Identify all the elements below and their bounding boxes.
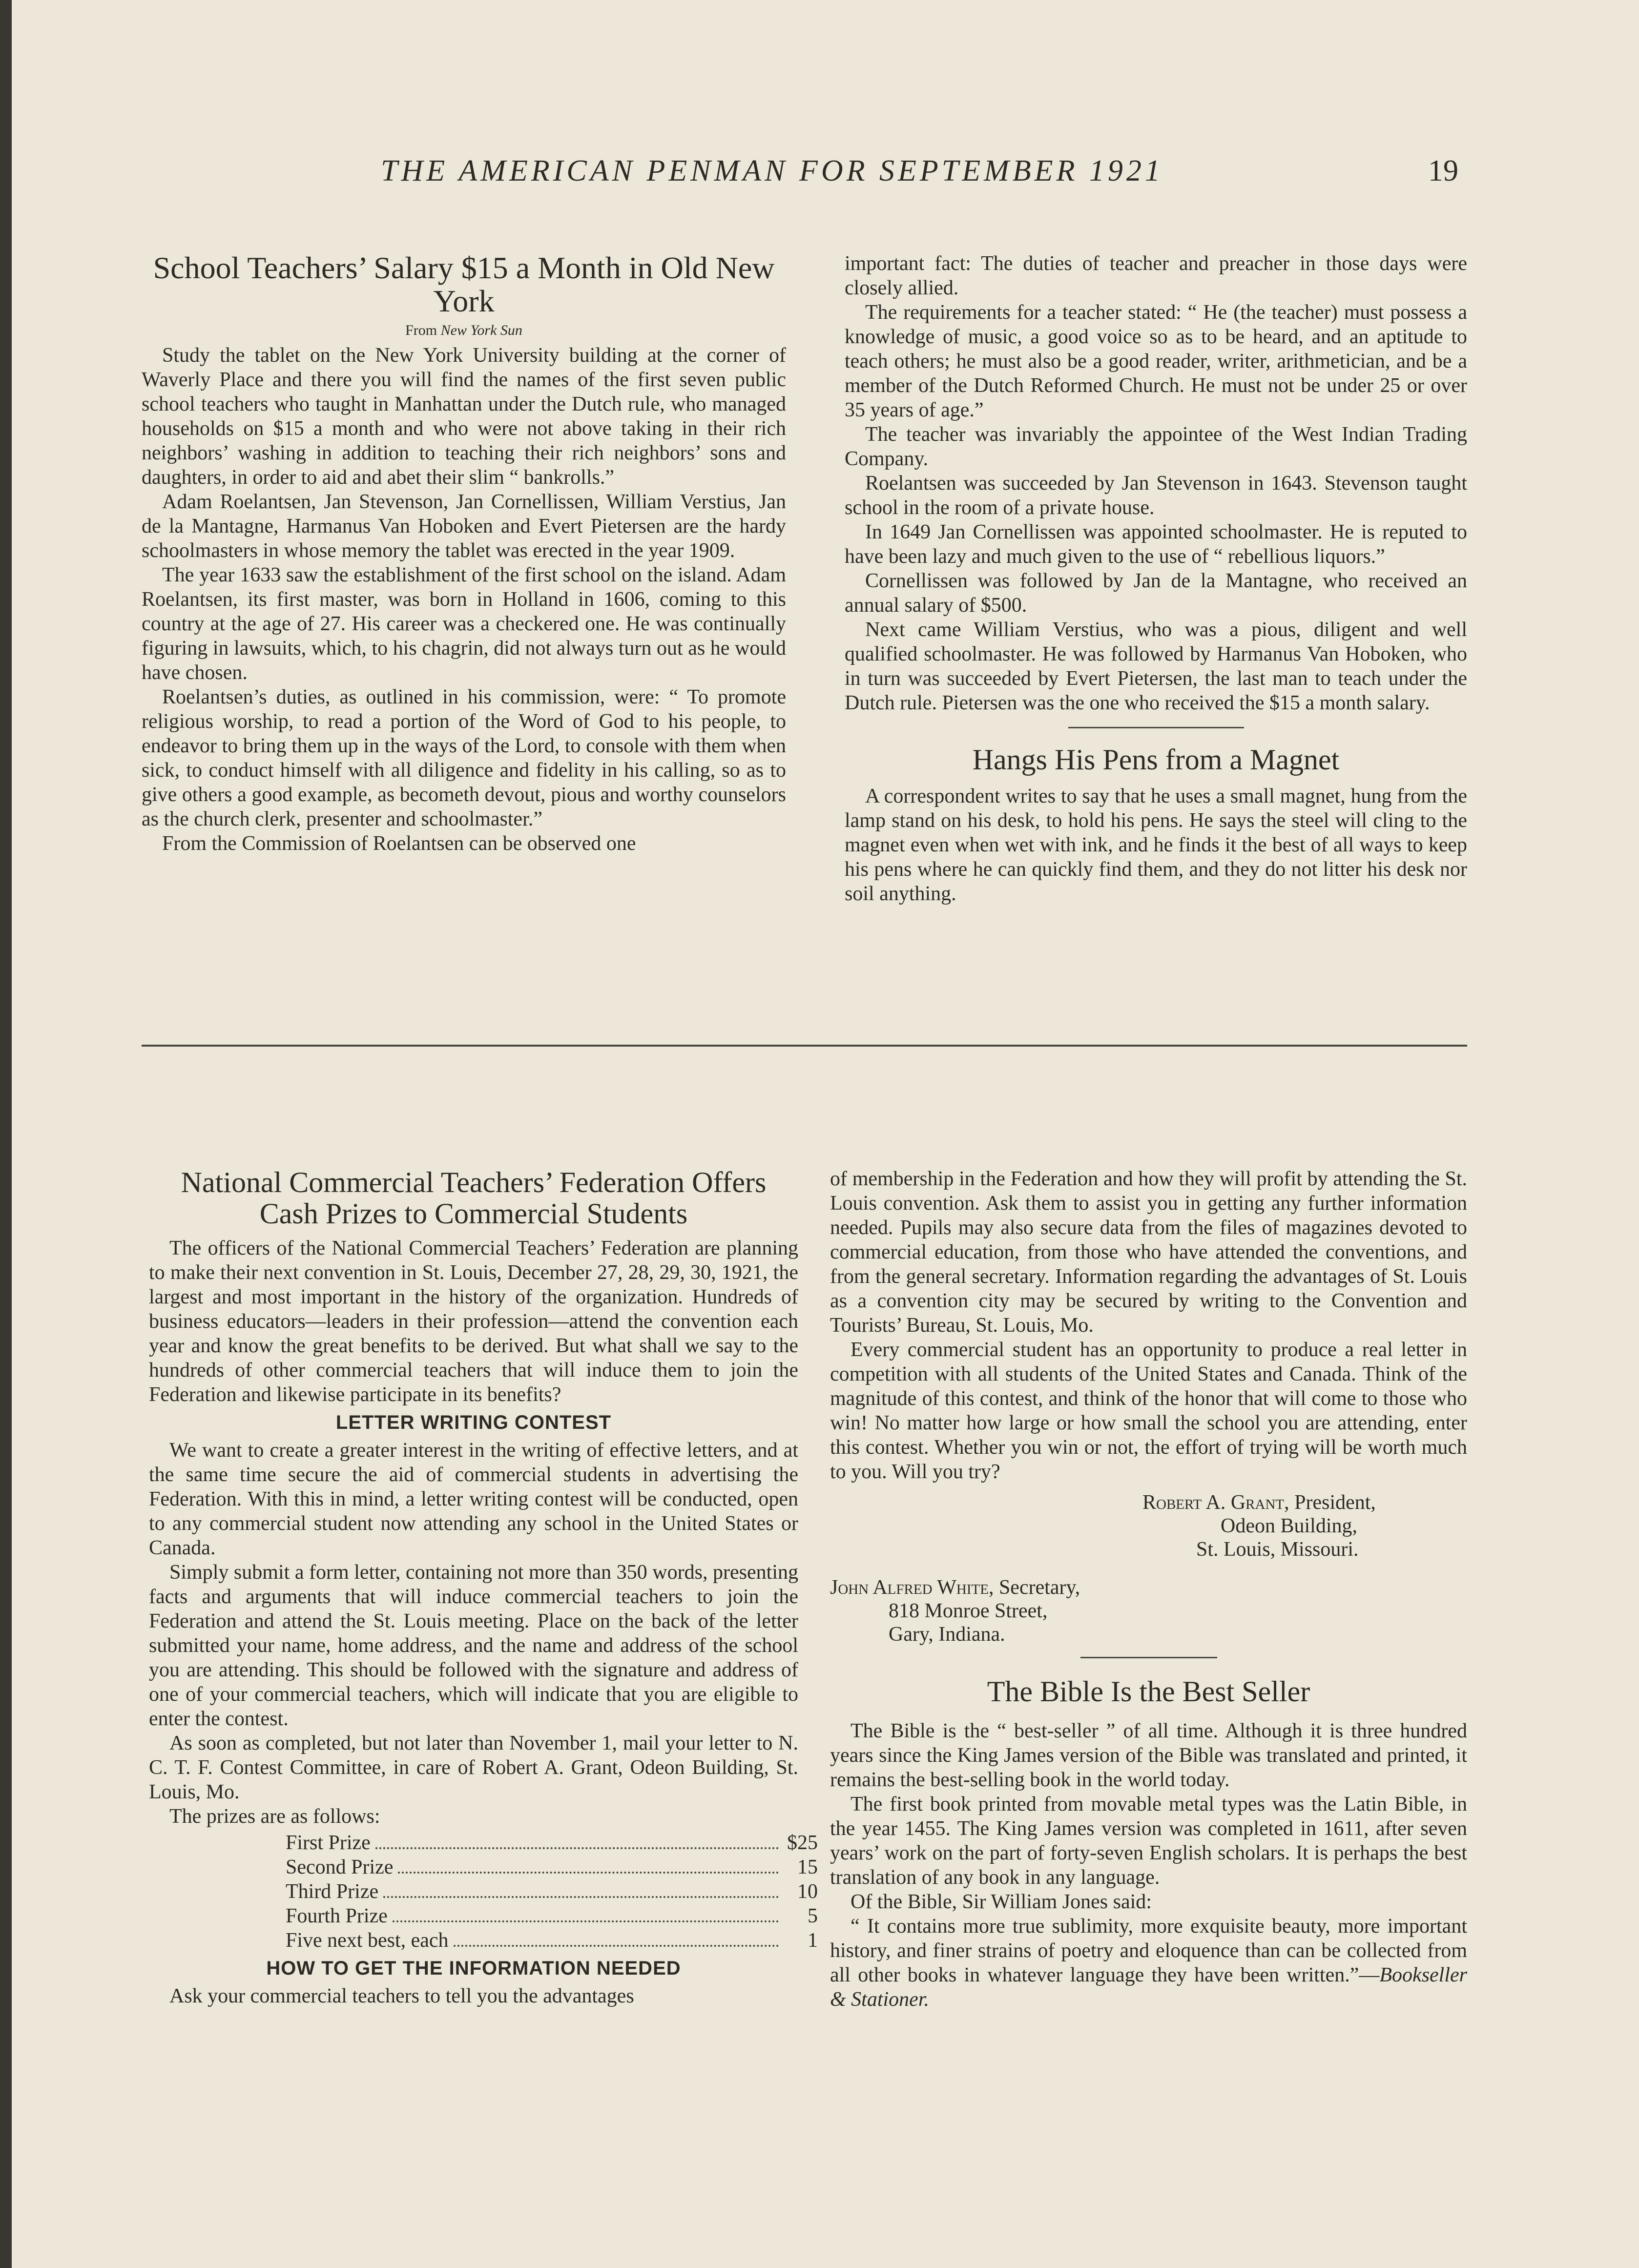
paragraph: Study the tablet on the New York University building at the corner of Waverly Place and there you will find the names of the first seven public school teachers who taught in Manhattan under the Dutch rule, who managed households on $15 a month and who were not above taking in their rich neighbors’ washing in addition to teaching their rich neighbors’ sons and daughters, in order to aid and abet their slim “ bankrolls.” xyxy=(142,344,786,489)
salary-article-source xyxy=(142,321,786,340)
prize-row: First Prize $25 xyxy=(286,1832,818,1854)
paragraph: In 1649 Jan Cornellissen was appointed schoolmaster. He is reputed to have been lazy and much given to the use of “ rebellious liquors.” xyxy=(845,521,1467,568)
paragraph: Roelantsen was succeeded by Jan Stevenson in 1643. Stevenson taught school in the room of a private house. xyxy=(845,472,1467,519)
paragraph: Ask your commercial teachers to tell you the advantages xyxy=(169,1985,634,2007)
paragraph: Adam Roelantsen, Jan Stevenson, Jan Cornellissen, William Verstius, Jan de la Mantagne, Harmanus Van Hoboken and Evert Pietersen are the hardy schoolmasters in whose memory the tablet was erected in the year 1909. xyxy=(142,491,786,562)
paragraph: The first book printed from movable metal types was the Latin Bible, in the year 1455. The King James version was completed in 1611, after seven years’ work on the part of forty-seven English scholars. It is perhaps the best translation of any book in any language. xyxy=(830,1793,1467,1889)
source-name: New York Sun xyxy=(440,322,522,338)
federation-article-col1 xyxy=(149,1166,818,2008)
info-heading: HOW TO GET THE INFORMATION NEEDED xyxy=(266,1958,681,1979)
contest-heading: LETTER WRITING CONTEST xyxy=(335,1412,612,1433)
prize-row: Third Prize 10 xyxy=(286,1880,818,1903)
prize-row: Second Prize 15 xyxy=(286,1856,818,1878)
federation-article-title: National Commercial Teachers’ Federation Offers Cash Prizes to Commercial Students xyxy=(181,1166,767,1230)
paragraph: A correspondent writes to say that he uses a small magnet, hung from the lamp stand on his desk, to hold his pens. He says the steel will cling to the magnet even when wet with ink, and he finds it the best of all ways to keep his pens where he can quickly find them, and they do not litter his desk nor soil anything. xyxy=(845,785,1467,905)
binding-edge xyxy=(0,0,12,2268)
magnet-article-title: Hangs His Pens from a Magnet xyxy=(972,743,1340,776)
paragraph: Roelantsen’s duties, as outlined in his commission, were: “ To promote religious worship, to read a portion of the Word of God to his people, to endeavor to bring them up in the ways of the Lord, to console with them when sick, to conduct himself with all diligence and fidelity in his calling, so as to give others a good example, as becometh devout, pious and worthy counselors as the church clerk, presenter and schoolmaster.” xyxy=(142,686,786,830)
quote-paragraph: “ It contains more true sublimity, more exquisite beauty, more important history, and finer strains of poetry and eloquence than can be collected from all other books in whatever language they have been written.”—Bookseller & Stationer. xyxy=(830,1915,1467,2011)
prize-row: Five next best, each 1 xyxy=(286,1929,818,1952)
salary-article-title: School Teachers’ Salary $15 a Month in Old New York xyxy=(153,250,775,318)
paragraph: Simply submit a form letter, containing not more than 350 words, presenting facts and arguments that will induce commercial teachers to join the Federation and attend the St. Louis meeting. Place on the back of the letter submitted your name, home address, and the name and address of the school you are attending. This should be followed with the signature and address of one of your commercial teachers, which will indicate that you are eligible to enter the contest. xyxy=(149,1561,798,1730)
secretary-signature: John Alfred White, Secretary, 818 Monroe Street, Gary, Indiana. xyxy=(830,1576,1080,1646)
salary-article-col2 xyxy=(845,251,1467,906)
paragraph: The teacher was invariably the appointee of the West Indian Trading Company. xyxy=(845,423,1467,470)
paragraph: The Bible is the “ best-seller ” of all time. Although it is three hundred years since the King James version of the Bible was translated and printed, it remains the best-selling book in the world today. xyxy=(830,1720,1467,1791)
section-divider xyxy=(1068,727,1244,728)
paragraph: of membership in the Federation and how they will profit by attending the St. Louis convention. Ask them to assist you in getting any further information needed. Pupils may also secure data from the files of magazines devoted to commercial education, from those who have attended the conventions, and from the general secretary. Information regarding the advantages of St. Louis as a convention city may be secured by writing to the Convention and Tourists’ Bureau, St. Louis, Mo. xyxy=(830,1168,1467,1337)
paragraph: The requirements for a teacher stated: “ He (the teacher) must possess a knowledge of music, a good voice so as to be heard, and an aptitude to teach others; he must also be a good reader, writer, arithmetician, and be a member of the Dutch Reformed Church. He must not be under 25 or over 35 years of age.” xyxy=(845,301,1467,421)
paragraph: We want to create a greater interest in the writing of effective letters, and at the same time secure the aid of commercial students in advertising the Federation. With this in mind, a letter writing contest will be conducted, open to any commercial student now attending any school in the United States or Canada. xyxy=(149,1439,798,1559)
section-divider xyxy=(1080,1657,1217,1658)
paragraph: From the Commission of Roelantsen can be observed one xyxy=(162,832,636,855)
paragraph: Next came William Verstius, who was a pious, diligent and well qualified schoolmaster. He was followed by Harmanus Van Hoboken, who in turn was succeeded by Evert Pietersen, the last man to teach under the Dutch rule. Pietersen was the one who received the $15 a month salary. xyxy=(845,619,1467,714)
horizontal-rule xyxy=(142,1045,1467,1047)
prize-list xyxy=(286,1831,818,1953)
paragraph: important fact: The duties of teacher and preacher in those days were closely allied. xyxy=(845,252,1467,299)
paragraph: Of the Bible, Sir William Jones said: xyxy=(851,1891,1152,1913)
paragraph: The year 1633 saw the establishment of the first school on the island. Adam Roelantsen, its first master, was born in Holland in 1606, coming to this country at the age of 27. His career was a checkered one. He was continually figuring in lawsuits, which, to his chagrin, did not always turn out as he would have chosen. xyxy=(142,564,786,684)
quote-source: Bookseller & Stationer. xyxy=(830,1964,1467,2011)
president-signature: Robert A. Grant, President, Odeon Building, St. Louis, Missouri. xyxy=(1142,1491,1376,1561)
page-number: 19 xyxy=(1428,154,1458,187)
running-head: THE AMERICAN PENMAN FOR SEPTEMBER 1921 xyxy=(381,154,1163,187)
source-prefix: From xyxy=(405,322,441,338)
federation-article-col2 xyxy=(830,1167,1467,2012)
bible-article-title: The Bible Is the Best Seller xyxy=(987,1675,1310,1708)
paragraph: The prizes are as follows: xyxy=(169,1805,380,1828)
salary-article-col1 xyxy=(142,251,786,856)
paragraph: The officers of the National Commercial Teachers’ Federation are planning to make their next convention in St. Louis, December 27, 28, 29, 30, 1921, the largest and most important in the history of the organization. Hundreds of business educators—leaders in their profession—attend the convention each year and know the great benefits to be derived. But what shall we say to the hundreds of other commercial teachers that will induce them to join the Federation and likewise participate in its benefits? xyxy=(149,1237,798,1406)
paragraph: Every commercial student has an opportunity to produce a real letter in competition with all students of the United States and Canada. Think of the magnitude of this contest, and think of the honor that will come to those who win! No matter how large or how small the school you are attending, enter this contest. Whether you win or not, the effort of trying will be worth much to you. Will you try? xyxy=(830,1339,1467,1483)
paragraph: Cornellissen was followed by Jan de la Mantagne, who received an annual salary of $500. xyxy=(845,570,1467,617)
paragraph: As soon as completed, but not later than November 1, mail your letter to N. C. T. F. Contest Committee, in care of Robert A. Grant, Odeon Building, St. Louis, Mo. xyxy=(149,1732,798,1803)
prize-row: Fourth Prize 5 xyxy=(286,1905,818,1927)
